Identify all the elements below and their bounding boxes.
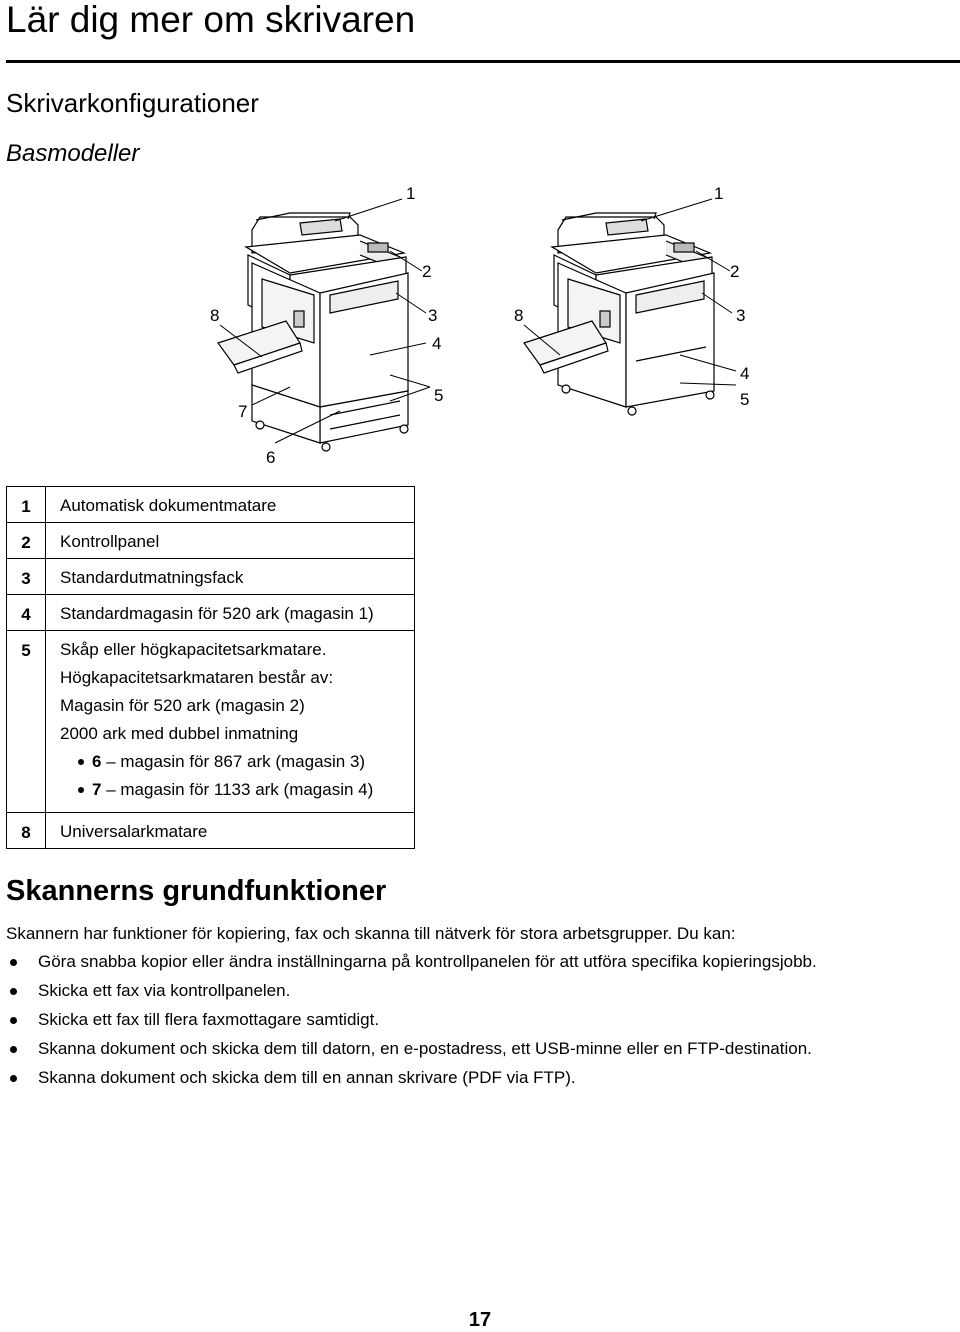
legend-text: Automatisk dokumentmatare bbox=[46, 487, 415, 523]
legend-subline: 2000 ark med dubbel inmatning bbox=[60, 724, 299, 743]
table-row bbox=[7, 559, 415, 595]
legend-bullet bbox=[76, 752, 414, 772]
legend-subline: Högkapacitetsarkmataren består av: bbox=[60, 668, 334, 687]
callout-1: 1 bbox=[714, 184, 724, 203]
title-rule bbox=[6, 60, 960, 63]
legend-text: Standardutmatningsfack bbox=[46, 559, 415, 595]
printer-illustration-left bbox=[190, 175, 470, 475]
callout-6: 6 bbox=[266, 448, 276, 467]
list-item: Skicka ett fax till flera faxmottagare samtidigt. bbox=[6, 1010, 817, 1039]
callout-7: 7 bbox=[238, 402, 248, 421]
callout-8: 8 bbox=[514, 306, 524, 325]
legend-number: 3 bbox=[7, 559, 46, 595]
legend-bullet bbox=[76, 780, 414, 800]
callout-1: 1 bbox=[406, 184, 416, 203]
callout-4: 4 bbox=[740, 364, 750, 383]
callout-2: 2 bbox=[422, 262, 432, 281]
table-row bbox=[7, 523, 415, 559]
legend-text: Kontrollpanel bbox=[46, 523, 415, 559]
printer-illustration-right bbox=[500, 175, 770, 445]
callout-3: 3 bbox=[428, 306, 438, 325]
table-row bbox=[7, 813, 415, 849]
legend-number: 1 bbox=[7, 487, 46, 523]
legend-number: 5 bbox=[7, 631, 46, 813]
callout-5: 5 bbox=[740, 390, 750, 409]
scanner-feature-list bbox=[6, 952, 817, 1097]
legend-text: Skåp eller högkapacitetsarkmatare. bbox=[60, 640, 327, 659]
legend-bullet-text: – magasin för 867 ark (magasin 3) bbox=[101, 752, 366, 771]
legend-bullet-text: – magasin för 1133 ark (magasin 4) bbox=[101, 780, 374, 799]
chapter-title: Lär dig mer om skrivaren bbox=[6, 0, 416, 40]
table-row bbox=[7, 487, 415, 523]
callout-5: 5 bbox=[434, 386, 444, 405]
scanner-heading: Skannerns grundfunktioner bbox=[6, 875, 387, 907]
legend-bullet-number: 6 bbox=[92, 752, 102, 771]
scanner-intro: Skannern har funktioner för kopiering, fax och skanna till nätverk för stora arbetsgrupper. Du kan: bbox=[6, 924, 736, 943]
subsection-title: Basmodeller bbox=[6, 140, 140, 167]
table-row bbox=[7, 595, 415, 631]
legend-number: 4 bbox=[7, 595, 46, 631]
list-item: Göra snabba kopior eller ändra inställningarna på kontrollpanelen för att utföra specifika kopieringsjobb. bbox=[6, 952, 817, 981]
legend-subline: Magasin för 520 ark (magasin 2) bbox=[60, 696, 305, 715]
callout-8: 8 bbox=[210, 306, 220, 325]
legend-number: 2 bbox=[7, 523, 46, 559]
callout-2: 2 bbox=[730, 262, 740, 281]
page-number: 17 bbox=[468, 1309, 492, 1331]
legend-number: 8 bbox=[7, 813, 46, 849]
legend-text: Standardmagasin för 520 ark (magasin 1) bbox=[46, 595, 415, 631]
legend-text-block bbox=[46, 631, 415, 813]
legend-bullet-number: 7 bbox=[92, 780, 102, 799]
list-item: Skicka ett fax via kontrollpanelen. bbox=[6, 981, 817, 1010]
table-row bbox=[7, 631, 415, 813]
legend-table bbox=[6, 486, 415, 849]
callout-3: 3 bbox=[736, 306, 746, 325]
callout-4: 4 bbox=[432, 334, 442, 353]
section-title: Skrivarkonfigurationer bbox=[6, 88, 259, 118]
legend-text: Universalarkmatare bbox=[46, 813, 415, 849]
list-item: Skanna dokument och skicka dem till datorn, en e-postadress, ett USB-minne eller en FTP-destination. bbox=[6, 1039, 817, 1068]
list-item: Skanna dokument och skicka dem till en annan skrivare (PDF via FTP). bbox=[6, 1068, 817, 1097]
